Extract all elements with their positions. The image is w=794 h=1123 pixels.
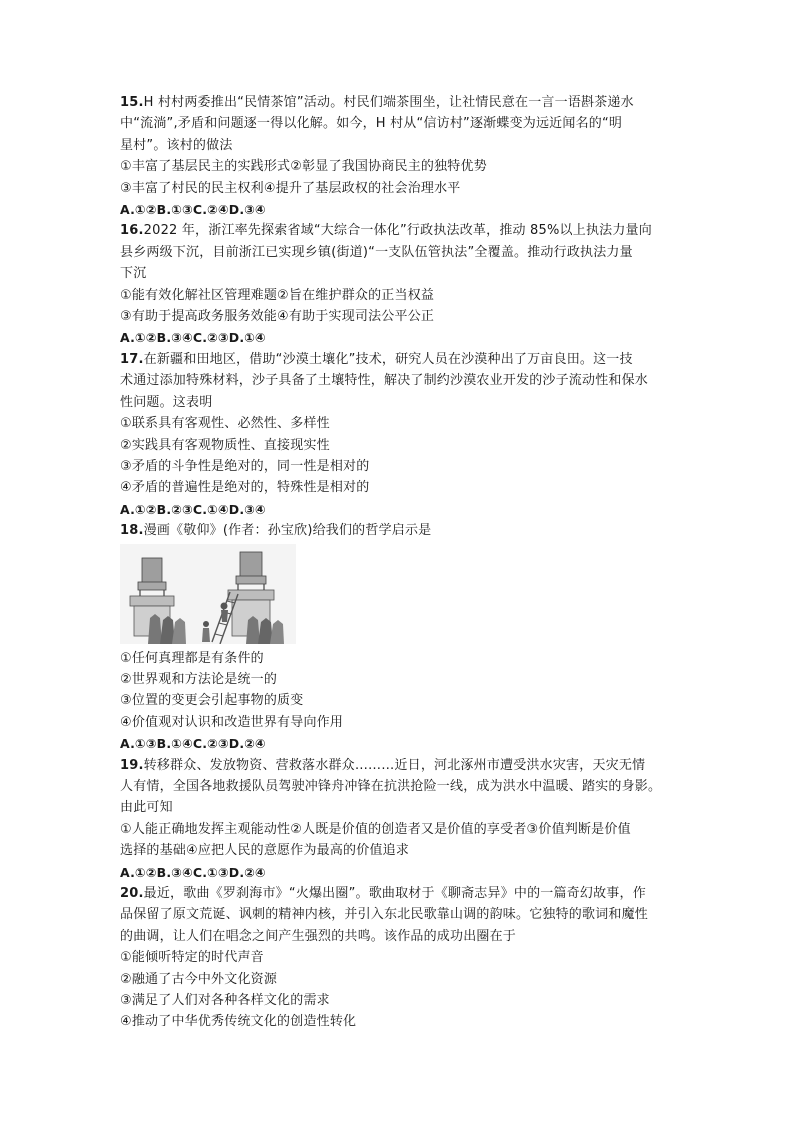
question-stem-line: [120, 220, 680, 241]
answer-choices: A.①②B.③④C.①③D.②④: [120, 864, 266, 880]
option-line: ③丰富了村民的民主权利④提升了基层政权的社会治理水平: [120, 180, 461, 196]
question-stem-line: [120, 263, 680, 284]
stem-text: 在新疆和田地区，借助“沙漠土壤化”技术，研究人员在沙漠种出了万亩良田。这一技: [143, 351, 633, 367]
question-number: 15.: [120, 95, 144, 110]
stem-text: 下沉: [120, 266, 147, 282]
stem-text: 品保留了原文荒诞、讽刺的精神内核，并引入东北民歌靠山调的韵味。它独特的歌词和魔性: [120, 907, 649, 923]
stem-text: 漫画《敬仰》(作者：孙宝欣)给我们的哲学启示是: [143, 523, 432, 539]
option-line: ②世界观和方法论是统一的: [120, 671, 278, 687]
option-line: ③矛盾的斗争性是绝对的，同一性是相对的: [120, 458, 370, 474]
stem-text: 2022 年，浙江率先探索省域“大综合一体化”行政执法改革，推动 85%以上执法力量向: [143, 223, 652, 239]
stem-text: 的曲调，让人们在唱念之间产生强烈的共鸣。该作品的成功出圈在于: [120, 928, 517, 944]
option-line: ①人能正确地发挥主观能动性②人既是价值的创造者又是价值的享受者③价值判断是价值: [120, 821, 631, 837]
option-line: ①能倾听特定的时代声音: [120, 950, 264, 966]
answer-choices: A.①②B.③④C.②③D.①④: [120, 330, 266, 346]
question-19: [120, 755, 680, 883]
question-stem-line: [120, 242, 680, 263]
option-line: ①丰富了基层民主的实践形式②彰显了我国协商民主的独特优势: [120, 159, 487, 175]
question-stem-line: [120, 92, 680, 113]
option-line: ①任何真理都是有条件的: [120, 650, 264, 666]
option-line: ④推动了中华优秀传统文化的创造性转化: [120, 1014, 357, 1030]
question-stem-line: [120, 135, 680, 156]
option-line: ①联系具有客观性、必然性、多样性: [120, 416, 330, 432]
answer-choices: A.①②B.①③C.②④D.③④: [120, 202, 266, 218]
question-20: [120, 883, 680, 1033]
question-17: [120, 349, 680, 520]
stem-text: 星村”。该村的做法: [120, 137, 233, 153]
exam-page: [120, 92, 680, 1033]
option-line: 选择的基础④应把人民的意愿作为最高的价值追求: [120, 843, 410, 859]
stem-text: 性问题。这表明: [120, 394, 213, 410]
question-number: 20.: [120, 886, 144, 901]
option-line: ④价值观对认识和改造世界有导向作用: [120, 714, 344, 730]
answer-choices: A.①②B.②③C.①④D.③④: [120, 501, 266, 517]
question-16: [120, 220, 680, 348]
question-15: [120, 92, 680, 220]
cartoon-image: [120, 544, 680, 644]
stem-text: 术通过添加特殊材料，沙子具备了土壤特性，解决了制约沙漠农业开发的沙子流动性和保水: [120, 373, 649, 389]
stem-text: 最近，歌曲《罗刹海市》“火爆出圈”。歌曲取材于《聊斋志异》中的一篇奇幻故事，作: [143, 886, 646, 901]
option-line: ③有助于提高政务服务效能④有助于实现司法公平公正: [120, 309, 435, 325]
question-stem-line: [120, 904, 680, 925]
question-stem-line: [120, 392, 680, 413]
option-line: ②融通了古今中外文化资源: [120, 971, 278, 987]
stem-text: H 村村两委推出“民情茶馆”活动。村民们端茶围坐，让社情民意在一言一语斟茶递水: [143, 95, 634, 110]
question-18: [120, 520, 680, 754]
question-number: 17.: [120, 351, 144, 367]
option-line: ③满足了人们对各种各样文化的需求: [120, 993, 330, 1009]
question-stem-line: [120, 797, 680, 818]
stem-text: 转移群众、发放物资、营救落水群众………近日，河北涿州市遭受洪水灾害，天灾无情: [143, 757, 646, 773]
option-line: ②实践具有客观物质性、直接现实性: [120, 437, 330, 453]
question-stem-line: [120, 776, 680, 797]
stem-text: 县乡两级下沉，目前浙江已实现乡镇(街道)“一支队伍管执法”全覆盖。推动行政执法力量: [120, 244, 633, 260]
question-number: 16.: [120, 223, 144, 239]
stem-text: 人有情，全国各地救援队员驾驶冲锋舟冲锋在抗洪抢险一线，成为洪水中温暖、踏实的身影。: [120, 778, 662, 794]
answer-choices: A.①③B.①④C.②③D.②④: [120, 736, 266, 752]
question-stem-line: [120, 883, 680, 904]
stem-text: 由此可知: [120, 800, 173, 816]
option-line: ①能有效化解社区管理难题②旨在维护群众的正当权益: [120, 287, 435, 303]
question-number: 18.: [120, 523, 144, 539]
option-line: ③位置的变更会引起事物的质变: [120, 693, 304, 709]
stem-text: 中“流淌”,矛盾和问题逐一得以化解。如今，H 村从“信访村”逐渐蝶变为远近闻名的“明: [120, 116, 623, 132]
question-number: 19.: [120, 757, 144, 773]
question-stem-line: [120, 520, 680, 541]
question-stem-line: [120, 755, 680, 776]
question-stem-line: [120, 370, 680, 391]
question-stem-line: [120, 113, 680, 134]
option-line: ④矛盾的普遍性是绝对的，特殊性是相对的: [120, 480, 370, 496]
question-stem-line: [120, 349, 680, 370]
question-stem-line: [120, 926, 680, 947]
